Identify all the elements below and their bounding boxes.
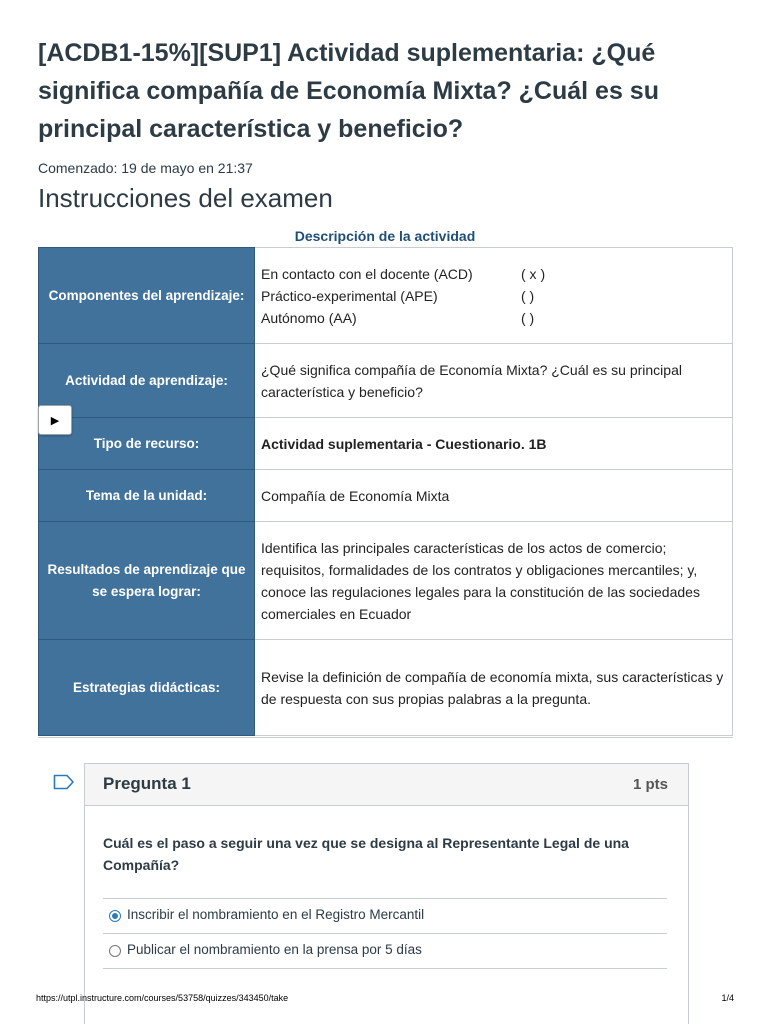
question-points: 1 pts [632,776,668,793]
table-row [39,418,733,470]
row-label: Resultados de aprendizaje que se espera lograr: [39,522,255,640]
started-timestamp: Comenzado: 19 de mayo en 21:37 [38,160,253,176]
radio-button[interactable] [109,945,121,957]
row-value: ¿Qué significa compañía de Economía Mixta? ¿Cuál es su principal característica y beneficio? [255,344,733,418]
radio-button-checked[interactable] [109,910,121,922]
row-value: Actividad suplementaria - Cuestionario. 1B [255,418,733,470]
divider [38,737,733,738]
component-mark: ( x ) [521,265,546,282]
question-card [84,763,689,1024]
table-row [39,470,733,522]
answer-label[interactable]: Publicar el nombramiento en la prensa por 5 días [127,942,422,957]
play-icon: ▶ [50,414,60,427]
component-label: Autónomo (AA) [261,309,357,326]
print-url: https://utpl.instructure.com/courses/53758/quizzes/343450/take [36,993,289,1003]
component-mark: ( ) [521,287,535,304]
component-label: Práctico-experimental (APE) [261,287,438,304]
question-text: Cuál es el paso a seguir una vez que se designa al Representante Legal de una Compañía? [103,835,629,873]
row-label: Actividad de aprendizaje: [39,344,255,418]
question-header [85,764,688,806]
component-mark: ( ) [521,309,535,326]
print-page-number: 1/4 [721,993,734,1003]
table-caption: Descripción de la actividad [294,228,476,244]
question-title: Pregunta 1 [103,774,191,793]
play-button[interactable] [38,405,72,435]
row-label: Estrategias didácticas: [39,640,255,736]
quiz-title: [ACDB1-15%][SUP1] Actividad suplementaria: ¿Qué significa compañía de Economía Mixta? ¿Cuál es su principal característica y beneficio? [38,39,659,143]
table-row [39,248,733,344]
table-row [39,522,733,640]
component-label: En contacto con el docente (ACD) [261,265,473,282]
print-footer [36,993,734,1003]
component-line [261,307,724,329]
row-value: Compañía de Economía Mixta [255,470,733,522]
row-value-components [255,248,733,344]
component-line [261,263,724,285]
table-row [39,344,733,418]
row-value: Identifica las principales características de los actos de comercio; requisitos, formalidades de los contratos y obligaciones mercantiles; y, conoce las regulaciones legales para la constitución de las sociedades comerciales en Ecuador [255,522,733,640]
activity-description-table [38,247,733,736]
row-label: Tema de la unidad: [39,470,255,522]
flag-outline-icon[interactable] [53,774,75,790]
answer-option[interactable] [103,898,667,933]
component-line [261,285,724,307]
row-value: Revise la definición de compañía de economía mixta, sus características y de respuesta con sus propias palabras a la pregunta. [255,640,733,736]
answer-label[interactable]: Inscribir el nombramiento en el Registro Mercantil [127,907,425,922]
instructions-heading: Instrucciones del examen [38,183,333,213]
answer-list [103,898,667,969]
table-row [39,640,733,736]
answer-option[interactable] [103,933,667,969]
row-label: Tipo de recurso: [39,418,255,470]
row-label: Componentes del aprendizaje: [39,248,255,344]
